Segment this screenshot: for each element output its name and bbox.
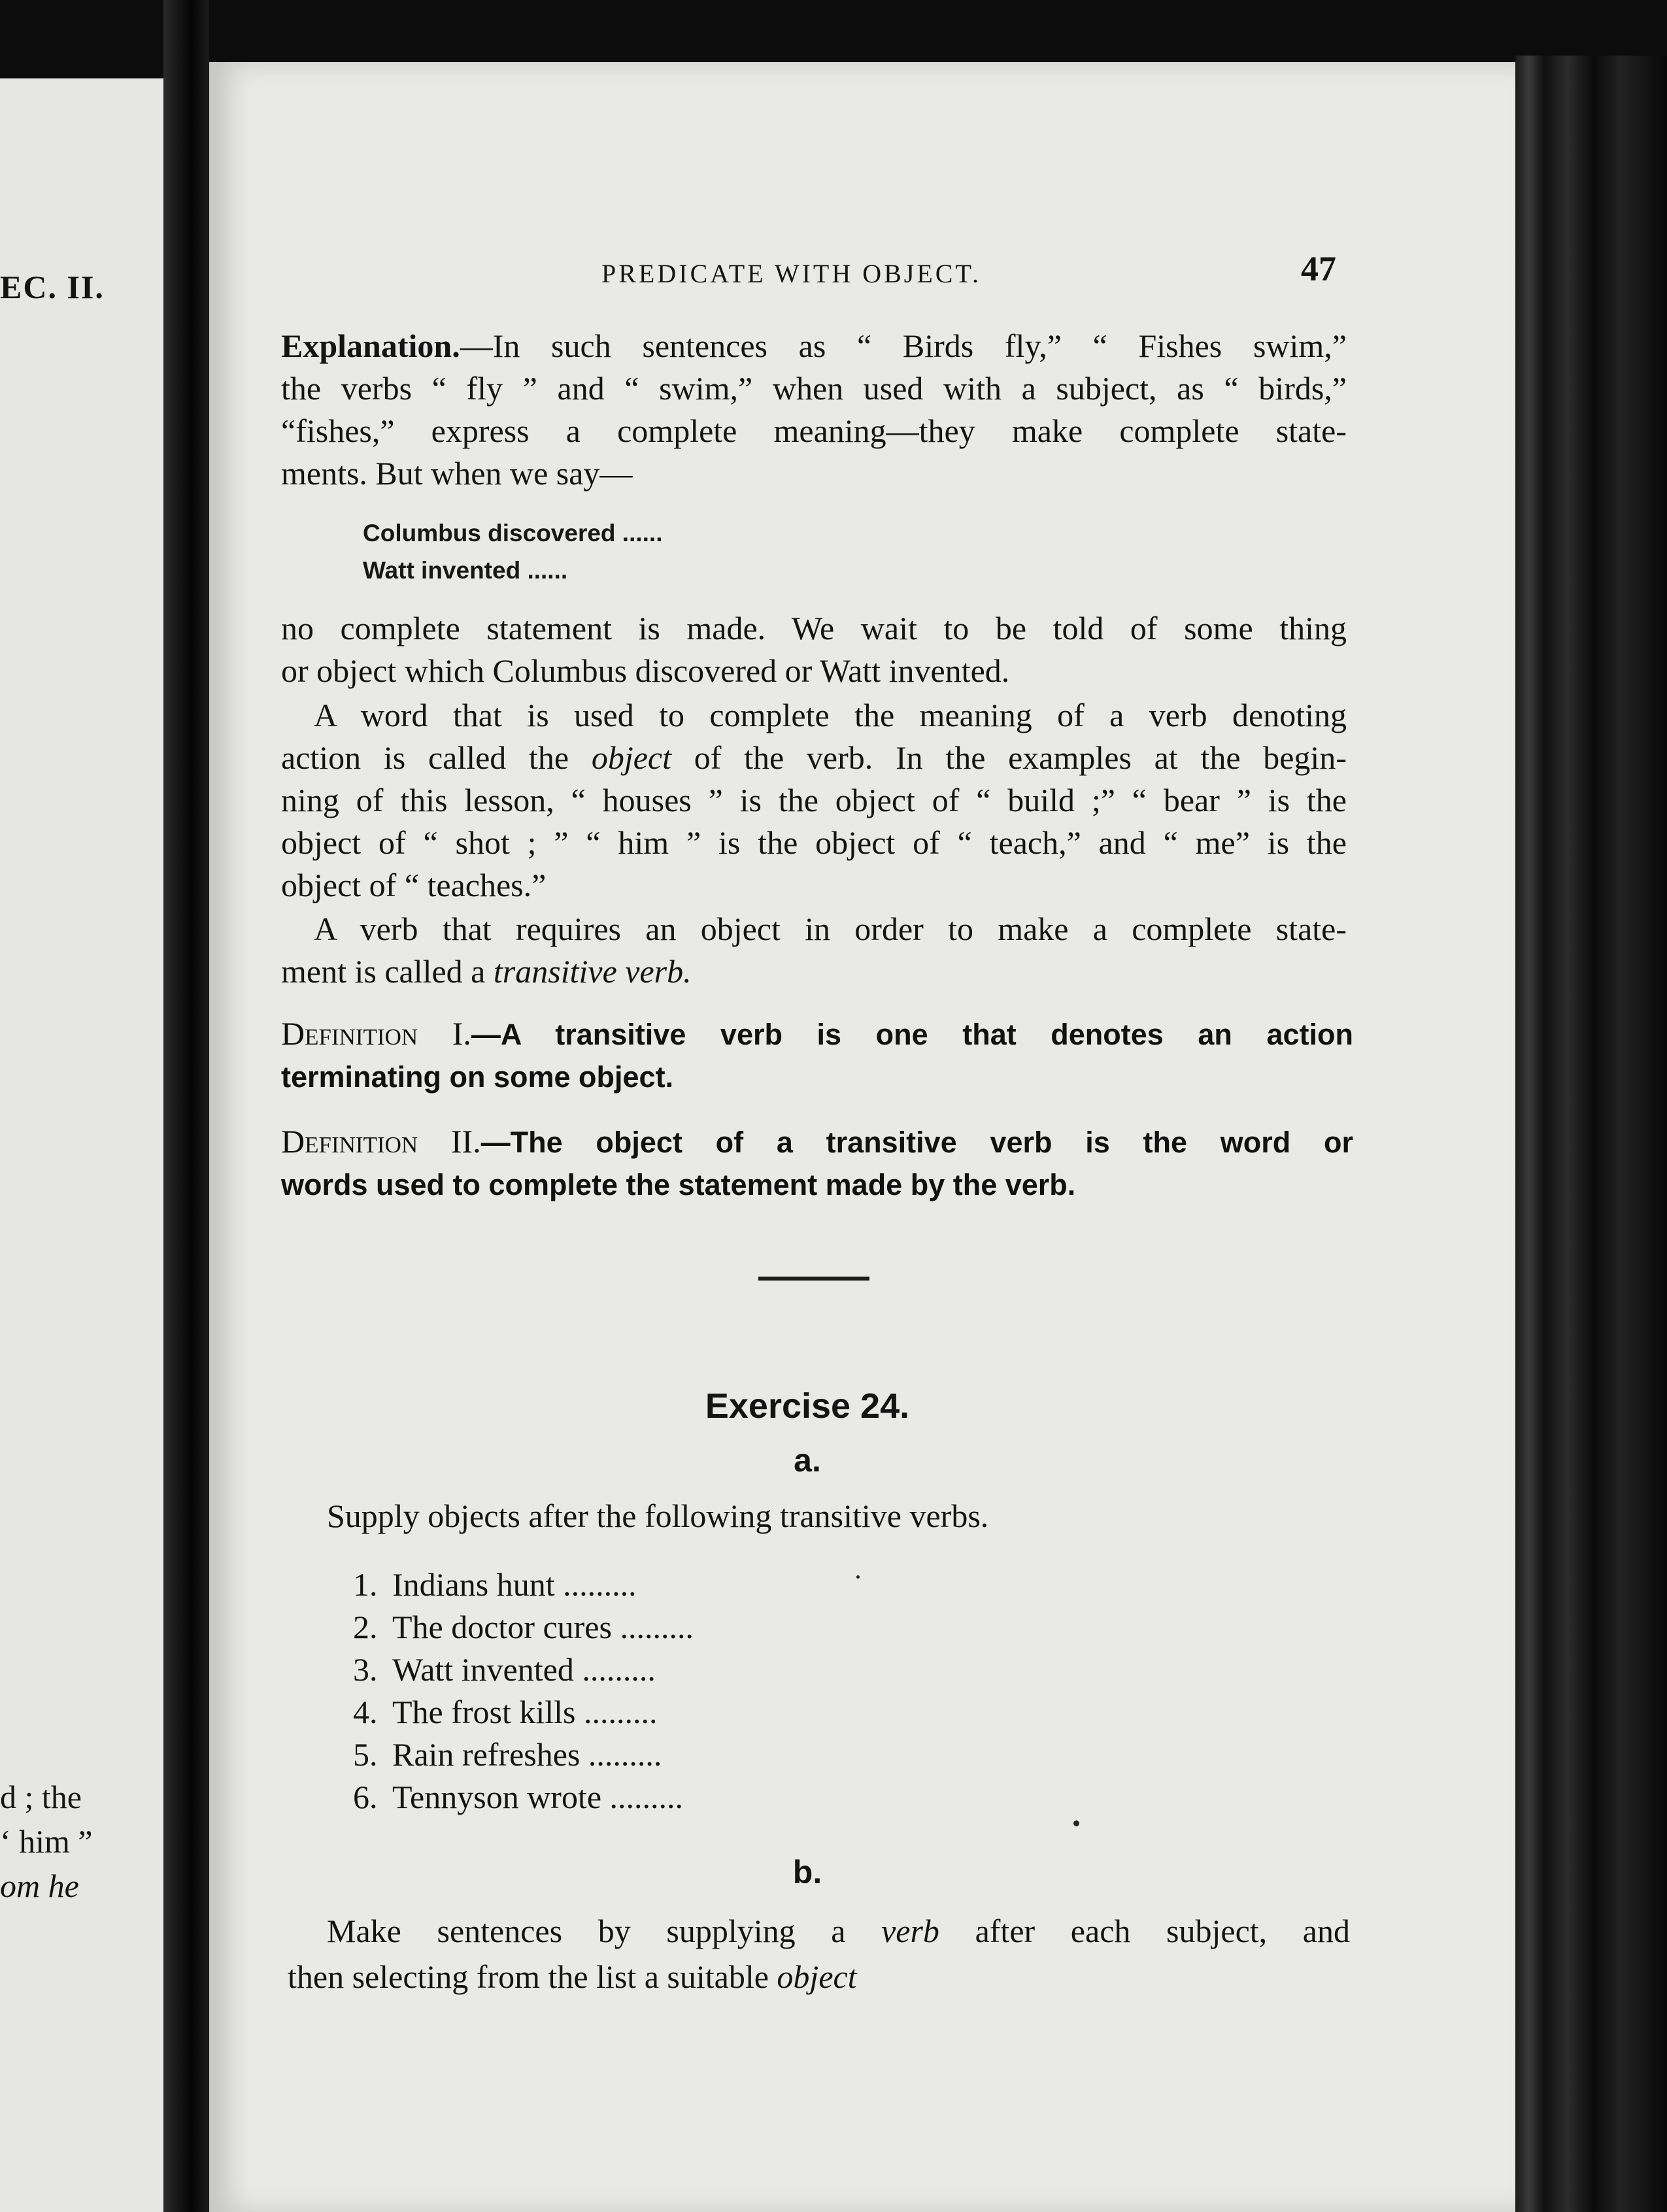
exercise-title: Exercise 24. (705, 1386, 910, 1426)
body-line: object of “ teaches.” (281, 867, 547, 903)
explanation-line: the verbs “ fly ” and “ swim,” when used with a subject, as “ birds,” (281, 370, 1347, 407)
previous-page-fragment: d ; the (0, 1779, 82, 1815)
ink-speck (1073, 1820, 1079, 1826)
exercise-item: 4. The frost kills ......... (353, 1694, 658, 1730)
body-line: no complete statement is made. We wait to be told of some thing (281, 610, 1347, 646)
exercise-instruction: Supply objects after the following transitive verbs. (327, 1498, 989, 1534)
book-page-edges (1515, 56, 1667, 2212)
definition-1: Definition I.—A transitive verb is one that denotes an action (281, 1015, 1354, 1052)
exercise-item: 5. Rain refreshes ......... (353, 1736, 662, 1773)
exercise-part-a-label: a. (794, 1442, 821, 1479)
section-divider (758, 1277, 869, 1281)
exercise-b-instruction: Make sentences by supplying a verb after each subject, and (327, 1913, 1350, 1949)
exercise-item: 3. Watt invented ......... (353, 1651, 656, 1688)
example-sentence: Watt invented ...... (363, 557, 568, 584)
previous-page-edge (0, 78, 167, 2212)
body-line: A verb that requires an object in order to make a complete state- (314, 911, 1347, 947)
running-head: PREDICATE WITH OBJECT. (601, 259, 981, 288)
exercise-b-instruction: then selecting from the list a suitable object (288, 1958, 857, 1995)
explanation-line: ments. But when we say— (281, 455, 633, 492)
explanation-line: “fishes,” express a complete meaning—they make complete state- (281, 412, 1347, 449)
explanation-line: Explanation.—In such sentences as “ Birds fly,” “ Fishes swim,” (281, 327, 1347, 364)
definition-2-continued: words used to complete the statement made by the verb. (281, 1168, 1076, 1201)
body-line: ning of this lesson, “ houses ” is the object of “ build ;” “ bear ” is the (281, 782, 1347, 818)
example-sentence: Columbus discovered ...... (363, 520, 663, 546)
exercise-part-b-label: b. (792, 1854, 822, 1890)
ink-speck (856, 1575, 860, 1579)
body-line: or object which Columbus discovered or Watt invented. (281, 652, 1010, 689)
explanation-lead: Explanation. (281, 327, 460, 364)
definition-1-label: Definition I. (281, 1015, 471, 1052)
page-number: 47 (1301, 249, 1336, 288)
body-line: action is called the object of the verb. In the examples at the begin- (281, 739, 1347, 776)
previous-page-fragment: om he (0, 1868, 79, 1904)
definition-2: Definition II.—The object of a transitive verb is the word or (281, 1123, 1353, 1160)
exercise-item: 6. Tennyson wrote ......... (353, 1779, 684, 1815)
body-line: ment is called a transitive verb. (281, 953, 692, 990)
previous-page-running-head: EC. II. (0, 269, 105, 305)
exercise-item: 2. The doctor cures ......... (353, 1609, 694, 1645)
book-gutter (163, 0, 209, 2212)
definition-1-continued: terminating on some object. (281, 1060, 674, 1094)
book-page (209, 62, 1515, 2212)
definition-2-label: Definition II. (281, 1123, 481, 1160)
body-line: A word that is used to complete the meaning of a verb denoting (314, 697, 1347, 733)
previous-page-fragment: ‘ him ” (0, 1823, 93, 1860)
body-line: object of “ shot ; ” “ him ” is the object of “ teach,” and “ me” is the (281, 824, 1347, 861)
exercise-item: 1. Indians hunt ......... (353, 1566, 637, 1603)
